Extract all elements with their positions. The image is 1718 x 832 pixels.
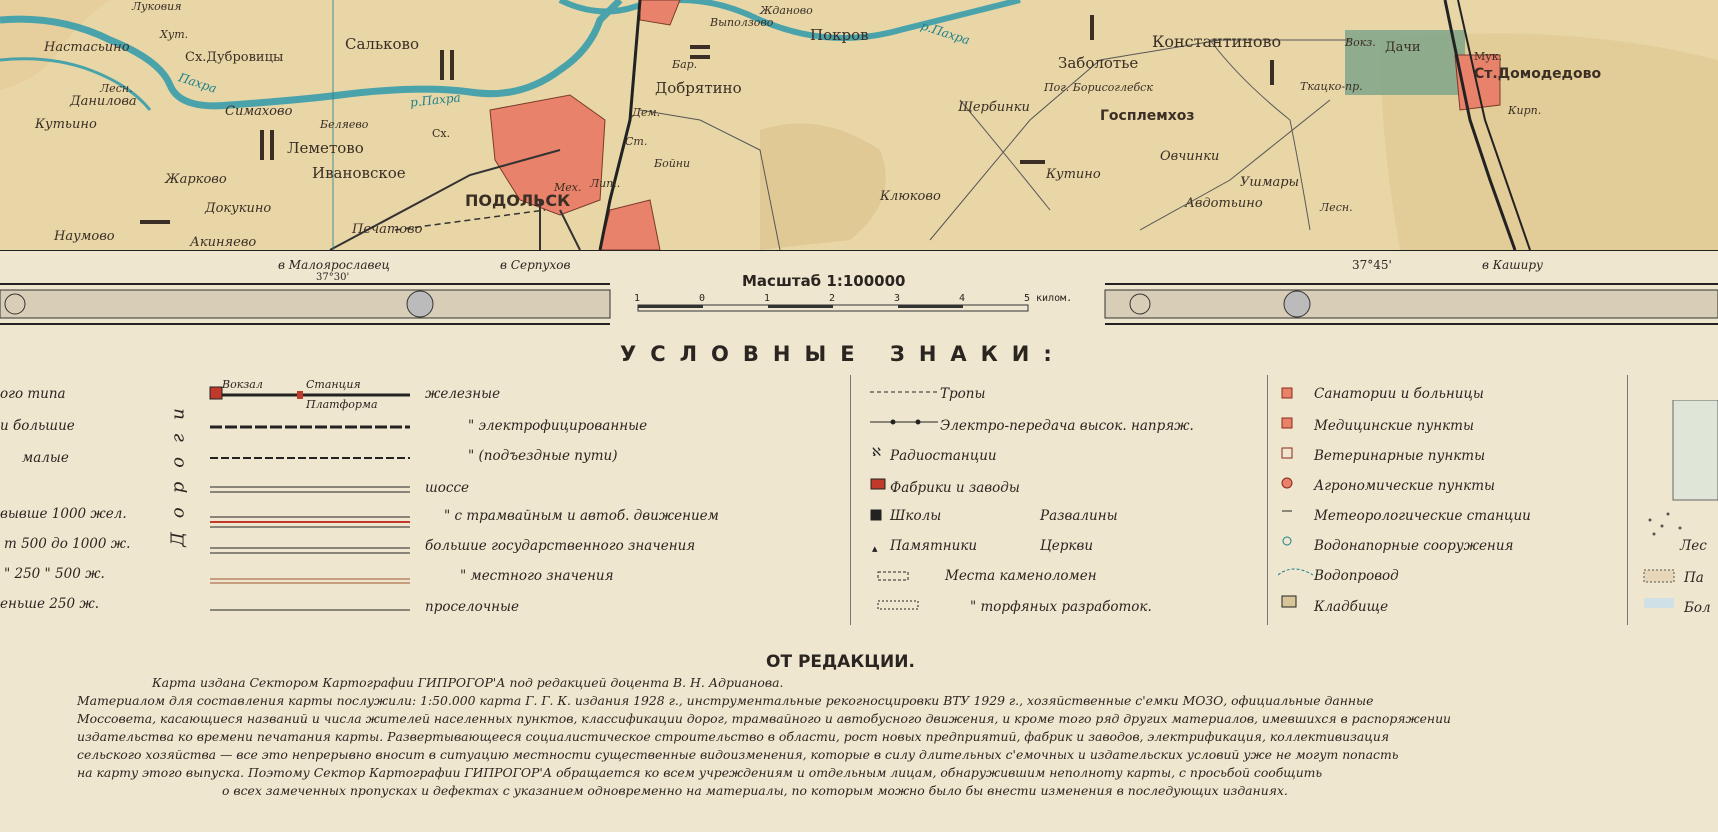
legend-item: Водонапорные сооружения [1314,538,1514,554]
direction-note: в Каширу [1482,258,1543,272]
legend-item: Платформа [306,398,378,411]
place-label: Ст.Домодедово [1474,66,1602,82]
svg-text:ℵ: ℵ [872,445,881,459]
village-block [1090,15,1094,40]
editorial-line: на карту этого выпуска. Поэтому Сектор Картографии ГИПРОГОР'А обращается ко всем учреждениям и отдельным лицам, обнаружившим неполноту карты, с просьбой сообщить [77,765,1323,780]
town-north [640,0,680,25]
legend-item: " с трамвайным и автоб. движением [444,508,719,524]
legend-item: Санатории и больницы [1314,386,1484,402]
place-label: Дачи [1385,40,1421,55]
place-label: Мук. [1474,50,1503,63]
legend-item: шоссе [425,480,470,496]
legend-item: Бол [1684,600,1711,616]
legend-title: УСЛОВНЫЕ ЗНАКИ: [620,342,1066,366]
legend-item: т 500 до 1000 ж. [4,536,131,552]
scale-title: Масштаб 1:100000 [742,272,906,290]
place-label: Дем. [632,106,661,119]
map-frame-strip [0,250,1718,330]
longitude-label: 37°45' [1352,258,1392,272]
legend-item: большие государственного значения [425,538,696,554]
legend-divider [1267,375,1268,625]
longitude-label: 37°30' [316,272,350,283]
legend-item: Памятники [890,538,978,554]
place-label-podolsk: ПОДОЛЬСК [465,191,571,210]
legend-divider [1627,375,1628,625]
editorial-line: Материалом для составления карты послужили: 1:50.000 карта Г. Г. К. издания 1928 г., инструментальные рекогносцировки ВТУ 1929 г., хозяйственные с'емки МОЗО, официальные данные [77,693,1374,708]
place-label: Заболотье [1058,54,1139,72]
place-label: Пог. Борисоглебск [1044,81,1153,94]
creek [960,100,1050,210]
legend-item: Фабрики и заводы [890,480,1020,496]
legend-item: Водопровод [1314,568,1399,584]
place-label: Данилова [70,94,137,109]
place-label: Жданово [760,4,813,17]
place-label: Клюково [880,189,941,204]
legend-item: Ветеринарные пункты [1314,448,1486,464]
scale-tick: 4 [959,293,966,304]
place-label: Щербинки [958,100,1030,115]
place-label: Беляево [320,118,369,131]
road-symbols [205,375,415,615]
legend-item: Па [1684,570,1704,586]
river-label: Пахра [176,70,219,96]
map-area[interactable] [0,0,1718,250]
village-block [450,50,454,80]
legend-item: проселочные [425,599,520,615]
legend-divider [850,375,851,625]
place-label: Луковия [132,0,182,13]
editorial-line: о всех замеченных пропусках и дефектах с указанием одновременно на материалы, по которым можно было бы внести изменения в последующих изданиях. [222,783,1288,798]
svg-text:▴: ▴ [872,542,878,555]
place-label: Печатово [352,222,423,237]
village-block [690,45,710,49]
place-label: Мех. [554,181,582,194]
legend-item: " (подъездные пути) [468,448,618,464]
road [640,110,780,250]
place-label: Константиново [1152,32,1282,51]
frame-ornament [0,250,1718,330]
legend-item: Церкви [1040,538,1094,554]
legend-item: и большие [0,418,75,434]
place-label: Госплемхоз [1100,108,1195,124]
legend-item: Радиостанции [890,448,997,464]
legend-item: Кладбище [1314,599,1389,615]
place-label: Овчинки [1160,149,1220,164]
editorial-title: ОТ РЕДАКЦИИ. [766,652,915,672]
place-label: Кирп. [1508,104,1542,117]
road [560,210,580,250]
place-label: Лит. [590,177,621,190]
place-label: Кутьино [35,117,97,132]
place-label: Бойни [654,157,691,170]
misc-symbols [868,380,948,620]
place-label: Наумово [54,229,115,244]
roads-vertical-label: Дороги [167,394,189,547]
legend-item: Метеорологические станции [1314,508,1531,524]
legend-item: Места каменоломен [945,568,1097,584]
village-block [270,130,274,160]
place-label: Бар. [672,58,698,71]
place-label: Авдотьино [1185,196,1263,211]
direction-note: в Серпухов [500,258,571,272]
scale-tick: 5 килом. [1024,293,1073,304]
editorial-line: Моссовета, касающиеся названий и числа жителей населенных пунктов, классификации дорог, трамвайного и автобусного движения, и кроме того ряд других материалов, имевшихся в распоряжении [77,711,1452,726]
place-label: Лесн. [1320,201,1353,214]
legend-item: Лес [1680,538,1707,554]
place-label: Симахово [225,104,293,119]
village-block [1270,60,1274,85]
legend-item: вывше 1000 жел. [0,506,127,522]
village-block [260,130,264,160]
legend-item: Вокзал [222,378,263,391]
place-label: Сх. [432,127,451,140]
village-block [1020,160,1045,164]
legend-item: Развалины [1040,508,1118,524]
landcover-symbols [1640,400,1718,610]
place-label: Настасьино [44,40,130,55]
place-label: Хут. [160,28,189,41]
place-label: Сальково [345,35,419,53]
service-symbols [1278,383,1318,623]
place-label: Ткацко-пр. [1300,80,1363,93]
river-label: р.Пахра [409,90,462,110]
legend-item: " электрофицированные [468,418,648,434]
legend-item: Тропы [940,386,986,402]
editorial-line: издательства ко времени печатания карты. Развертывающееся социалистическое строительство в области, рост новых предприятий, фабрик и заводов, электрификация, коллективизация [77,729,1390,744]
legend-item: Медицинские пункты [1314,418,1474,434]
legend-item: малые [22,450,69,466]
scale-tick: 0 [699,293,706,304]
legend-item: " местного значения [460,568,614,584]
scale-tick: 1 [634,293,641,304]
scale-tick: 3 [894,293,901,304]
legend-item: Станция [306,378,361,391]
river-label: р.Пахра [919,18,972,48]
place-label: Леметово [287,139,364,157]
scale-tick: 2 [829,293,836,304]
place-label: Покров [810,26,869,44]
legend-item: ого типа [0,386,66,402]
scale-tick: 1 [764,293,771,304]
legend-item: Электро-передача высок. напряж. [940,418,1194,434]
legend-item: железные [425,386,501,402]
village-block [140,220,170,224]
direction-note: в Малоярославец [278,258,390,272]
place-label: Ушмары [1240,175,1300,190]
editorial-line: сельского хозяйства — все это непрерывно вносит в ситуацию местности существенные видоизменения, которые в силу длительных с'емочных и издательских условий уже не могут попасть [77,747,1399,762]
place-label: Выползово [710,16,774,29]
place-label: Жарково [165,172,227,187]
place-label: Ивановское [312,164,406,182]
legend-item: еньше 250 ж. [0,596,99,612]
village-block [440,50,444,80]
forest-patch [760,123,886,250]
legend-item: Школы [890,508,942,524]
place-label: Вокз. [1345,36,1376,49]
place-label: Акиняево [190,235,257,250]
place-label: Ст. [625,135,648,148]
place-label: Добрятино [655,79,742,97]
editorial-line: Карта издана Сектором Картографии ГИПРОГОР'А под редакцией доцента В. Н. Адрианова. [152,675,784,690]
legend-item: " торфяных разработок. [970,599,1152,615]
place-label: Сх.Дубровицы [185,50,284,65]
place-label: Лесн. [100,82,133,95]
legend-item: " 250 " 500 ж. [4,566,105,582]
place-label: Кутино [1046,167,1101,182]
legend-item: Агрономические пункты [1314,478,1495,494]
place-label: Докукино [205,201,272,216]
